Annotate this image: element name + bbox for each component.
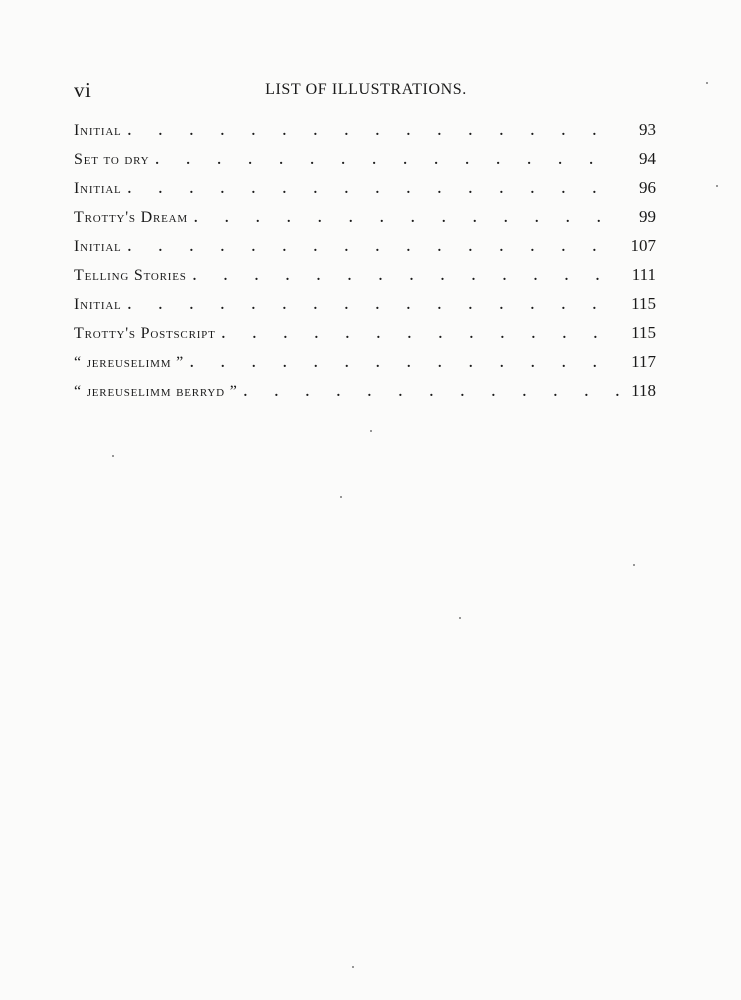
page-header bbox=[74, 78, 658, 104]
dot-leader bbox=[128, 298, 620, 314]
dot-leader bbox=[222, 327, 620, 343]
paper-speck bbox=[633, 564, 635, 566]
list-item bbox=[74, 265, 656, 294]
entry-page-number: 115 bbox=[631, 323, 656, 342]
dot-leader bbox=[128, 240, 620, 256]
dot-leader bbox=[244, 385, 620, 401]
entry-title: Set to dry bbox=[74, 151, 150, 168]
dot-leader bbox=[190, 356, 620, 372]
entry-page-number: 117 bbox=[631, 352, 656, 371]
entry-page-number: 115 bbox=[631, 294, 656, 313]
paper-speck bbox=[716, 185, 718, 187]
paper-speck bbox=[459, 617, 461, 619]
entry-title: Initial bbox=[74, 238, 122, 255]
dot-leader bbox=[155, 153, 620, 169]
list-item bbox=[74, 178, 656, 207]
entry-title: Initial bbox=[74, 122, 122, 139]
list-item bbox=[74, 207, 656, 236]
entry-page-number: 94 bbox=[639, 149, 656, 168]
paper-speck bbox=[340, 496, 342, 498]
list-item bbox=[74, 323, 656, 352]
entry-page-number: 111 bbox=[631, 265, 656, 284]
dot-leader bbox=[194, 211, 620, 227]
list-item bbox=[74, 294, 656, 323]
paper-speck bbox=[370, 430, 372, 432]
entry-title: “ jereuselimm berryd ” bbox=[74, 383, 238, 400]
entry-title: Initial bbox=[74, 180, 122, 197]
entry-page-number: 107 bbox=[630, 236, 656, 255]
list-item bbox=[74, 149, 656, 178]
entry-title: Trotty's Postscript bbox=[74, 325, 216, 342]
dot-leader bbox=[128, 182, 620, 198]
running-head: LIST OF ILLUSTRATIONS. bbox=[265, 81, 467, 98]
entry-page-number: 118 bbox=[631, 381, 656, 400]
entry-title: Telling Stories bbox=[74, 267, 187, 284]
list-item bbox=[74, 352, 656, 381]
dot-leader bbox=[193, 269, 620, 285]
dot-leader bbox=[128, 124, 620, 140]
list-item bbox=[74, 381, 656, 410]
list-item bbox=[74, 120, 656, 149]
paper-speck bbox=[706, 82, 708, 84]
page-number-folio: vi bbox=[74, 78, 92, 102]
paper-speck bbox=[352, 966, 354, 968]
entry-title: “ jereuselimm ” bbox=[74, 354, 184, 371]
entry-title: Initial bbox=[74, 296, 122, 313]
illustrations-list bbox=[74, 120, 656, 410]
list-item bbox=[74, 236, 656, 265]
entry-page-number: 96 bbox=[639, 178, 656, 197]
entry-page-number: 99 bbox=[639, 207, 656, 226]
entry-title: Trotty's Dream bbox=[74, 209, 188, 226]
entry-page-number: 93 bbox=[639, 120, 656, 139]
paper-speck bbox=[112, 455, 114, 457]
